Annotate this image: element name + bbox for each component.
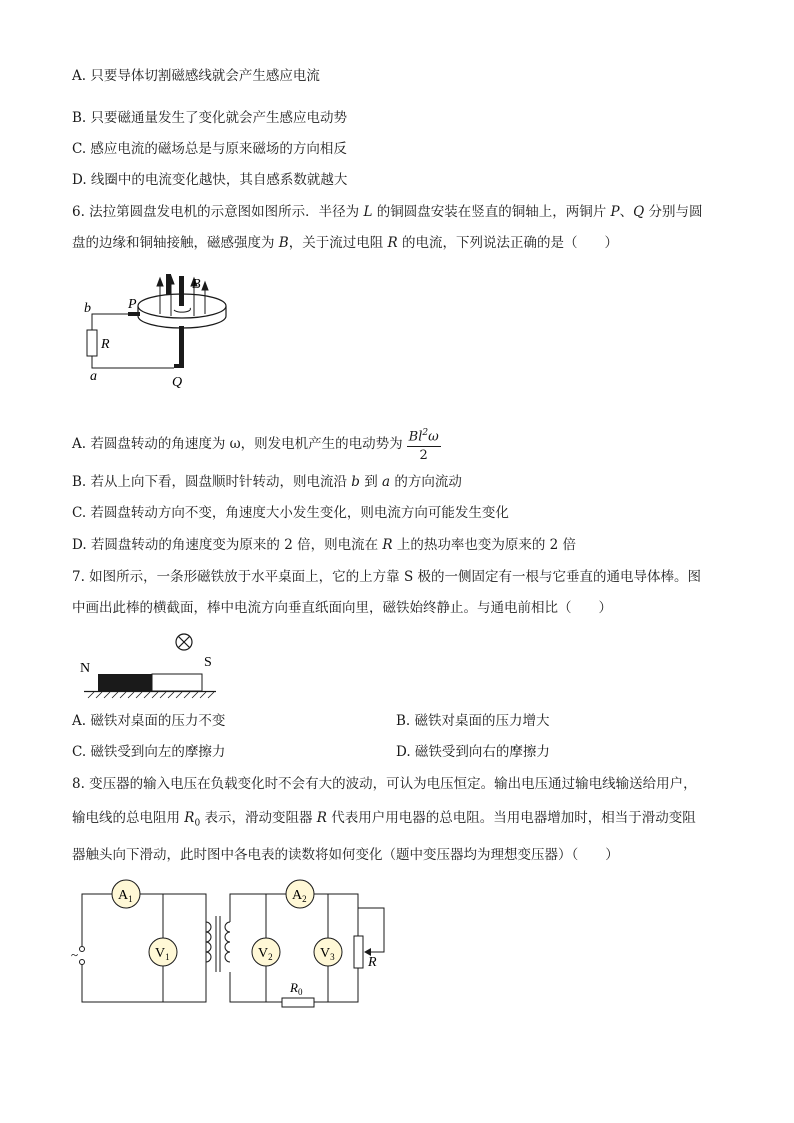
label-s: S	[204, 655, 212, 670]
label-q: Q	[172, 375, 183, 390]
faraday-disk-figure	[78, 272, 248, 396]
transformer-circuit-figure	[68, 874, 398, 1016]
svg-text:V1: $V_1$	[155, 946, 170, 962]
q5-option-d: D. 线圈中的电流变化越快，其自感系数就越大	[72, 172, 348, 188]
voltmeter-v3	[314, 938, 342, 966]
q5-option-b: B. 只要磁通量发生了变化就会产生感应电动势	[72, 110, 348, 126]
label-b: b	[84, 301, 91, 316]
svg-text:V2: $V_2$	[258, 946, 273, 962]
q7-option-a: A. 磁铁对桌面的压力不变	[72, 713, 226, 729]
label-p: P	[128, 297, 137, 312]
q5-option-a: A. 只要导体切割磁感线就会产生感应电流	[72, 68, 320, 84]
ac-source-symbol: ~	[71, 947, 79, 962]
q6-option-a: A. 若圆盘转动的角速度为 ω，则发电机产生的电动势为 $\frac{Bl^2\omega}{2}$	[72, 424, 441, 465]
q7-option-b: B. 磁铁对桌面的压力增大	[396, 713, 550, 729]
label-n: N	[80, 661, 91, 676]
label-r: R	[101, 337, 110, 352]
svg-text:V3: $V_3$	[320, 946, 335, 962]
q5-option-c: C. 感应电流的磁场总是与原来磁场的方向相反	[72, 141, 347, 157]
svg-text:A1: $A_1$	[118, 888, 133, 904]
q8-stem-line1: 8. 变压器的输入电压在负载变化时不会有大的波动，可认为电压恒定。输出电压通过输电线输送给用户，	[72, 776, 697, 792]
voltmeter-v2	[252, 938, 280, 966]
q7-option-d: D. 磁铁受到向右的摩擦力	[396, 744, 550, 760]
q8-stem-line2: 输电线的总电阻用 $R_0$ 表示，滑动变阻器 R 代表用户用电器的总电阻。当用电器增加时，相当于滑动变阻	[72, 810, 696, 829]
q8-stem-line3: 器触头向下滑动，此时图中各电表的读数将如何变化（题中变压器均为理想变压器）（ ）	[72, 847, 619, 863]
q7-stem-line1: 7. 如图所示，一条形磁铁放于水平桌面上，它的上方靠 S 极的一侧固定有一根与它垂直的通电导体棒。图	[72, 569, 702, 585]
q6-option-d: D. 若圆盘转动的角速度变为原来的 2 倍，则电流在 R 上的热功率也变为原来的 2 倍	[72, 537, 577, 553]
ammeter-a2	[286, 880, 314, 908]
label-b-field: B	[192, 277, 201, 292]
svg-text:A2: $A_2$	[292, 888, 307, 904]
q6-stem-line1: 6. 法拉第圆盘发电机的示意图如图所示．半径为 L 的铜圆盘安装在竖直的铜轴上，两铜片 P、Q 分别与圆	[72, 204, 703, 220]
label-r0: $R_0$	[290, 980, 303, 997]
emf-fraction: $\frac{Bl^2\omega}{2}$	[407, 424, 441, 465]
label-a: a	[90, 369, 97, 384]
voltmeter-v1	[149, 938, 177, 966]
bar-magnet-figure	[76, 628, 226, 704]
ammeter-a1	[112, 880, 140, 908]
current-into-page-icon	[176, 634, 192, 650]
label-r: R	[368, 955, 377, 970]
q7-option-c: C. 磁铁受到向左的摩擦力	[72, 744, 226, 760]
q6-stem-line2: 盘的边缘和铜轴接触，磁感强度为 B，关于流过电阻 R 的电流，下列说法正确的是（ ）	[72, 235, 618, 251]
q6-option-c: C. 若圆盘转动方向不变，角速度大小发生变化，则电流方向可能发生变化	[72, 505, 509, 521]
q7-stem-line2: 中画出此棒的横截面，棒中电流方向垂直纸面向里，磁铁始终静止。与通电前相比（ ）	[72, 600, 612, 616]
q6-option-b: B. 若从上向下看，圆盘顺时针转动，则电流沿 b 到 a 的方向流动	[72, 474, 462, 490]
